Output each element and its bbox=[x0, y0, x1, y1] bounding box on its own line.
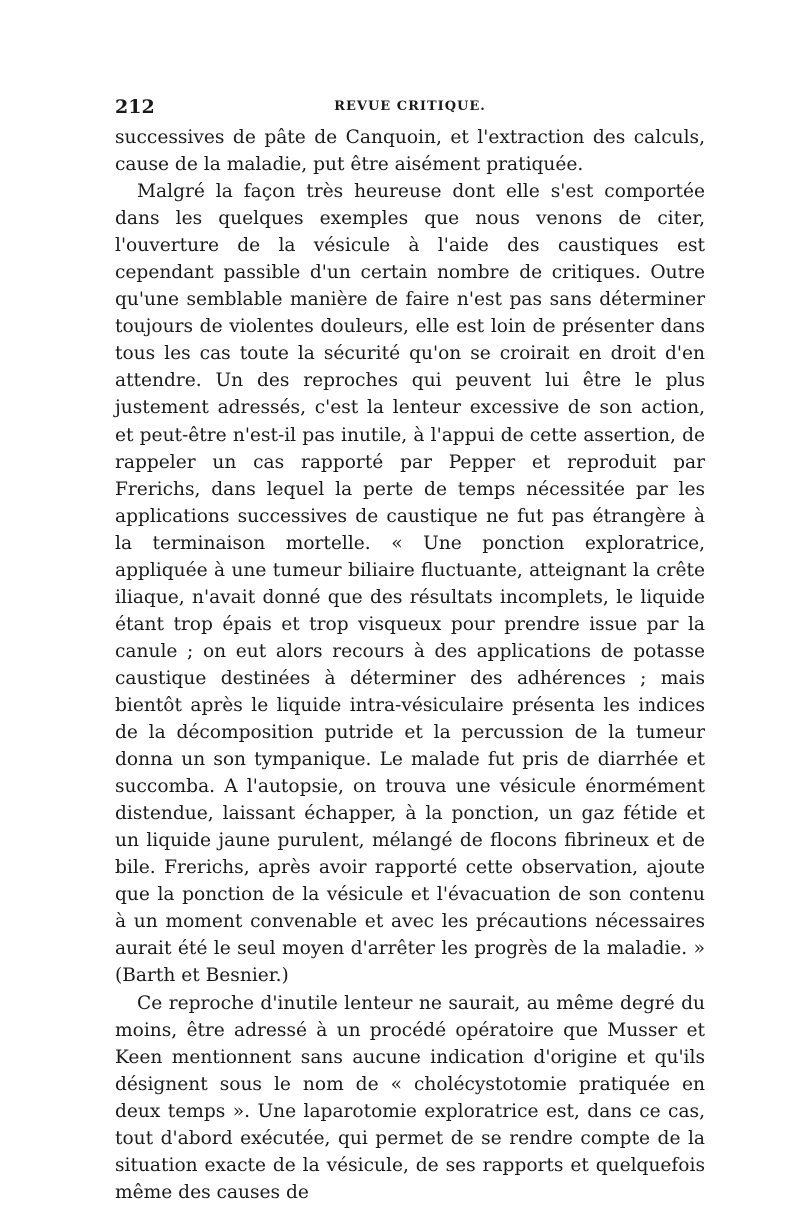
paragraph: Ce reproche d'inutile lenteur ne saurait, au même degré du moins, être adressé à un procédé opératoire que Musser et Keen mentionnent sans aucune indication d'origine et qu'ils désignent sous le nom de « cholécystotomie pratiquée en deux temps ». Une laparotomie exploratrice est, dans ce cas, tout d'abord exécutée, qui permet de se rendre compte de la situation exacte de la vésicule, de ses rapports et quelquefois même des causes de bbox=[115, 992, 705, 1203]
page-header bbox=[115, 96, 705, 124]
paragraph: Malgré la façon très heureuse dont elle s'est comportée dans les quelques exemples que nous venons de citer, l'ouverture de la vésicule à l'aide des caustiques est cependant passible d'un certain nombre de critiques. Outre qu'une semblable manière de faire n'est pas sans déterminer toujours de violentes douleurs, elle est loin de présenter dans tous les cas toute la sécurité qu'on se croirait en droit d'en attendre. Un des reproches qui peuvent lui être le plus justement adressés, c'est la lenteur excessive de son action, et peut-être n'est-il pas inutile, à l'appui de cette assertion, de rappeler un cas rapporté par Pepper et reproduit par Frerichs, dans lequel la perte de temps nécessitée par les applications successives de caustique ne fut pas étrangère à la terminaison mortelle. « Une ponction exploratrice, appliquée à une tumeur biliaire fluctuante, atteignant la crête iliaque, n'avait donné que des résultats incomplets, le liquide étant trop épais et trop visqueux pour prendre issue par la canule ; on eut alors recours à des applications de potasse caustique destinées à déterminer des adhérences ; mais bientôt après le liquide intra-vésiculaire présenta les indices de la décomposition putride et la percussion de la tumeur donna un son tympanique. Le malade fut pris de diarrhée et succomba. A l'autopsie, on trouva une vésicule énormément distendue, laissant échapper, à la ponction, un gaz fétide et un liquide jaune purulent, mélangé de flocons fibrineux et de bile. Frerichs, après avoir rapporté cette observation, ajoute que la ponction de la vésicule et l'évacuation de son contenu à un moment convenable et avec les précautions nécessaires aurait été le seul moyen d'arrêter les progrès de la maladie. » (Barth et Besnier.) bbox=[115, 181, 705, 987]
page-number: 212 bbox=[115, 96, 155, 118]
paragraph-continuation: successives de pâte de Canquoin, et l'extraction des calculs, cause de la maladie, put être aisément pratiquée. bbox=[115, 127, 705, 176]
running-title: REVUE CRITIQUE. bbox=[334, 99, 486, 114]
body-text bbox=[115, 124, 705, 1206]
book-page bbox=[115, 96, 705, 1206]
